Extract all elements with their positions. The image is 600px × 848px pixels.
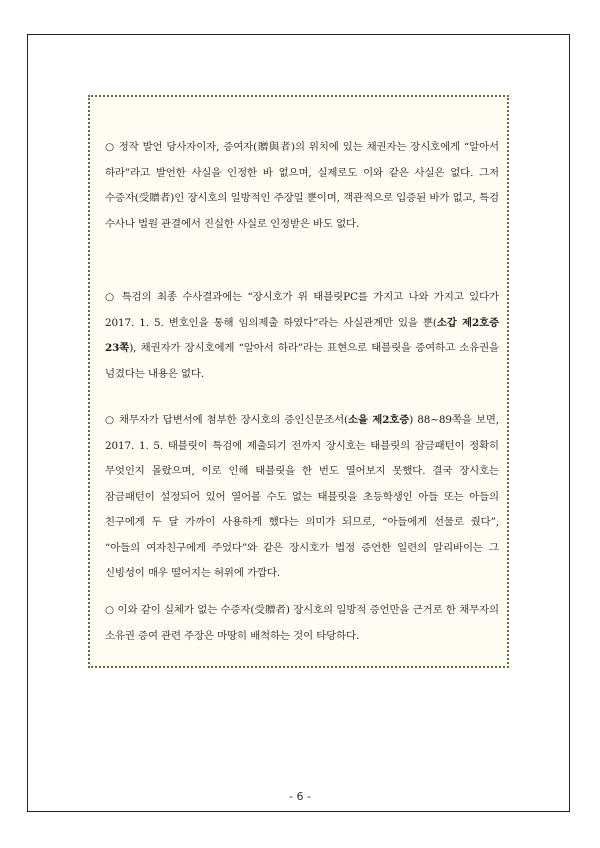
paragraph-3-text-b: ) 88~89쪽을 보면, 2017. 1. 5. 태블릿이 특검에 제출되기 전까지 장시호는 태블릿의 잠금패턴이 정확히 무엇인지 몰랐으며, 이로 인해 태블릿을 한 번도 열어보지 못했다. 결국 장시호는 잠금패턴이 설정되어 있어 열어볼 수도 없는 태블릿을 초등학생인 아들 또는 아들의 친구에게 두 달 가까이 사용하게 했다는 의미가 되므로, “아들에게 선물로 줬다”, “아들의 여자친구에게 주었다”와 같은 장시호가 법정 증언한 일련의 알리바이는 그 신빙성이 매우 떨어지는 허위에 가깝다.: [105, 414, 499, 579]
page-number: - 6 -: [289, 790, 311, 803]
paragraph-4: ○ 이와 같이 실체가 없는 수증자(受贈者) 장시호의 일방적 증언만을 근거로 한 채무자의 소유권 증여 관련 주장은 마땅히 배척하는 것이 타당하다.: [105, 604, 499, 642]
paragraph-3-citation: 소을 제2호증: [348, 414, 410, 426]
note-box: [88, 95, 509, 668]
paragraph-2-text-b: ), 채권자가 장시호에게 “알아서 하라”라는 표현으로 태블릿을 증여하고 소유권을 넘겼다는 내용은 없다.: [105, 342, 499, 380]
paragraph-1: ○ 정작 발언 당사자이자, 증여자(贈與者)의 위치에 있는 채권자는 장시호에게 “알아서 하라”라고 발언한 사실을 인정한 바 없으며, 실제로도 이와 같은 사실은 없다. 그저 수증자(受贈者)인 장시호의 일방적인 주장일 뿐이며, 객관적으로 입증된 바가 없고, 특검 수사나 법원 관결에서 진실한 사실로 인정받은 바도 없다.: [105, 141, 499, 230]
paragraph-2: [105, 285, 499, 387]
paragraph-3-text-a: ○ 채무자가 답변서에 첨부한 장시호의 증인신문조서(: [105, 414, 348, 426]
paragraph-3: [105, 408, 499, 587]
paragraph-2-citation: 소갑 제2호증 23쪽: [105, 316, 499, 354]
paragraph-2-text-a: ○ 특검의 최종 수사결과에는 “장시호가 위 태블릿PC를 가지고 나와 가지고 있다가 2017. 1. 5. 변호인을 통해 임의제출 하였다”라는 사실관계만 있을 뿐(: [105, 291, 499, 329]
